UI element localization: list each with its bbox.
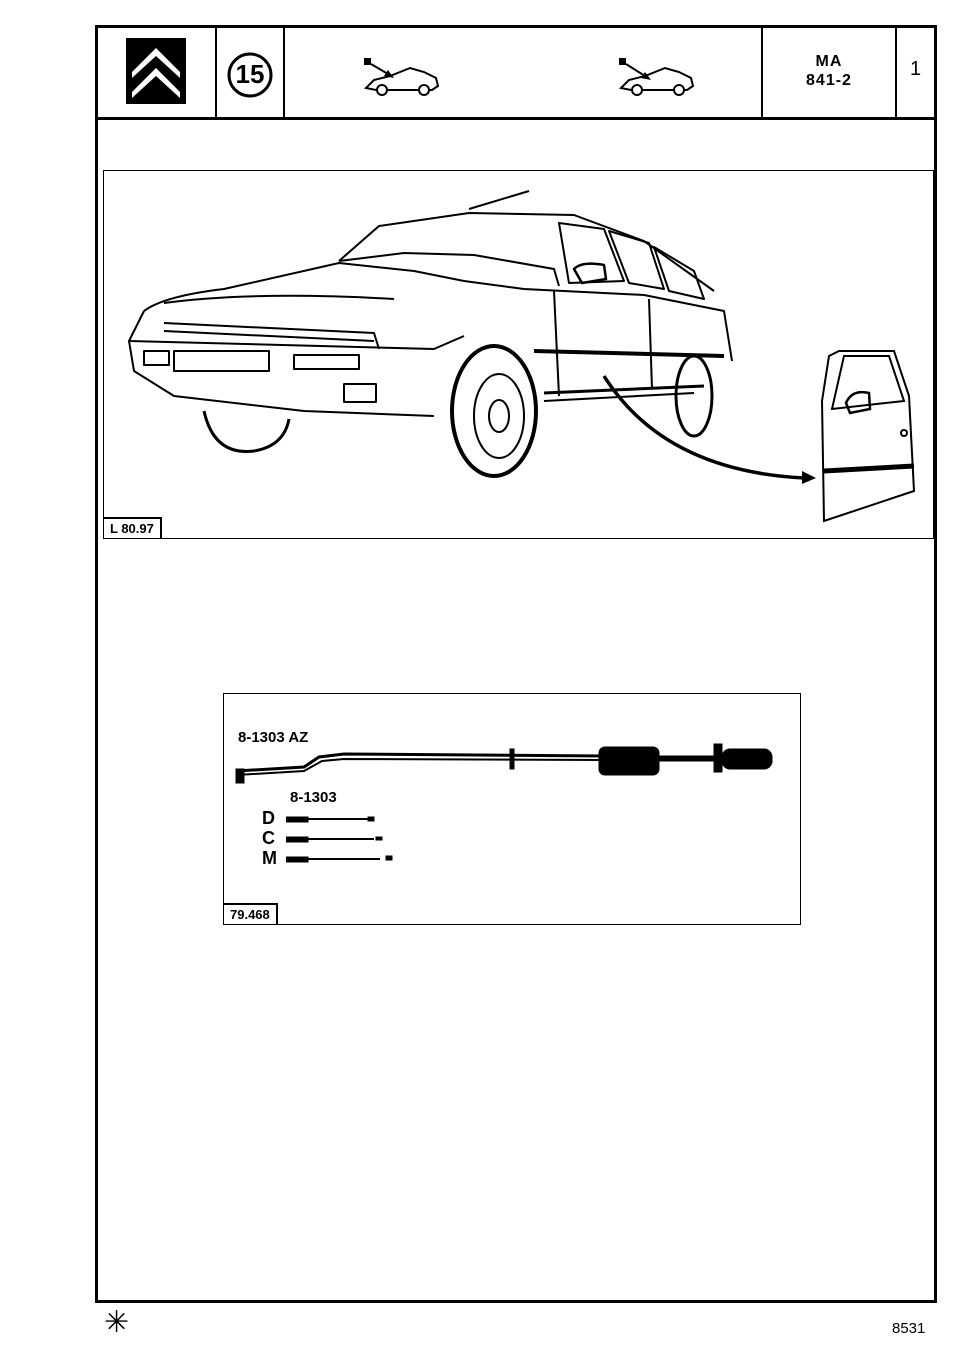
tool-figure xyxy=(223,693,801,925)
reference-line-2: 841-2 xyxy=(806,72,852,89)
slide-hammer-tool xyxy=(224,739,800,819)
group-cell xyxy=(217,28,285,117)
page-number-cell xyxy=(897,28,934,117)
tool-name: 8-1303 AZ xyxy=(238,729,309,746)
sub-tool-name: 8-1303 xyxy=(290,789,337,806)
car-door-removal-icon xyxy=(360,50,450,100)
reference-cell xyxy=(763,28,897,117)
car-illustration xyxy=(104,171,933,538)
page-number: 1 xyxy=(909,58,922,80)
tool-figure-label: 79.468 xyxy=(224,903,278,924)
group-number: 15 xyxy=(235,59,265,89)
double-chevron-logo-icon xyxy=(98,28,217,117)
tool-variant-rods xyxy=(286,810,446,870)
footer-code: 8531 xyxy=(892,1320,926,1337)
logo-cell xyxy=(98,28,217,117)
variant-m-label: M xyxy=(262,848,277,868)
car-figure xyxy=(103,170,934,539)
variant-c-label: C xyxy=(262,828,275,848)
page-frame xyxy=(95,25,937,1303)
header-row xyxy=(98,28,934,120)
operation-icons-cell xyxy=(285,28,763,117)
car-door-refit-icon xyxy=(615,50,705,100)
car-figure-label: L 80.97 xyxy=(104,517,162,538)
reference-line-1: MA xyxy=(815,53,843,70)
asterisk-mark: ✳ xyxy=(104,1306,130,1339)
variant-d-label: D xyxy=(262,808,275,828)
